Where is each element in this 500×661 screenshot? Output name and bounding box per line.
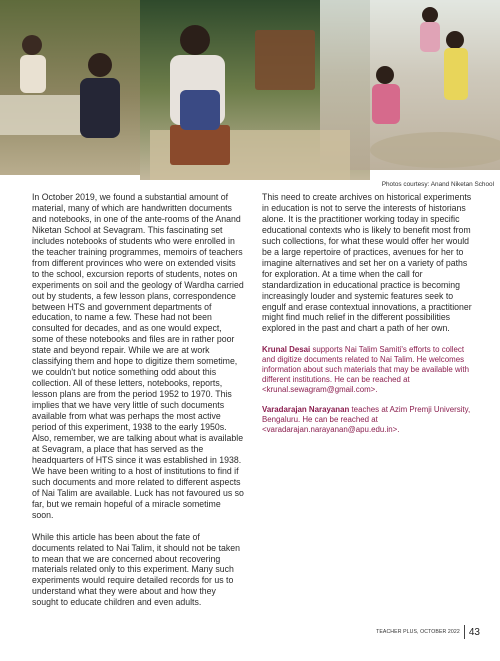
body-paragraph: This need to create archives on historical experiments in education is not to serve the interests of historians alone. It is the practitioner working today in specific educational contexts who is likely to benefit most from such collections, for what these would offer her would be a large repertoire of practices, avenues for her to imagine alternatives and set her on a variety of paths for exploration. At a time when the call for standardization in educational practice is becoming increasingly louder and systemic features seek to engulf and erase contextual innovations, a practitioner might find much relief in the different possibilities explored in the past and chart a path of her own. bbox=[262, 192, 472, 334]
body-paragraph: In October 2019, we found a substantial amount of material, many of which are handwritten documents and notebooks, in one of the ante-rooms of the Anand Niketan School at Sevagram. This fascinating set includes notebooks of students who were enrolled in the teacher training programmes, memoirs of teachers from different provinces who were on extended visits to the school, excursion reports of students, notes on experiments on soil and the geology of Wardha carried out by students, a few lesson plans, correspondence between HTS and government departments of education, to name a few. These had not been consulted for decades, and as one would expect, some of these notebooks and files are in rather poor state and beyond repair. While we are at work classifying them and hope to digitize them sometime, we couldn't but notice something odd about this collection. All of these letters, notebooks, reports, lesson plans are from the period 1952 to 1970. This implies that we have very little of such documents available from what was perhaps the most active period of this experiment, 1938 to the early 1950s. Also, remember, we are talking about what is available at Sevagram, a place that has served as the headquarters of HTS since it was established in 1938. We have been writing to a host of institutions to find if such documents and more related to different aspects of Nai Talim are available. Luck has not favoured us so far, but we remain hopeful of a miracle sometime soon. bbox=[32, 192, 244, 520]
magazine-name: TEACHER PLUS, OCTOBER 2022 bbox=[376, 629, 460, 635]
author-bio bbox=[262, 405, 476, 434]
author-bio bbox=[262, 345, 476, 394]
header-photo bbox=[0, 0, 500, 180]
author-bio-text: teaches at Azim Premji University, Bengaluru. He can be reached at <varadarajan.narayanan@apu.edu.in>. bbox=[262, 405, 471, 434]
page-footer bbox=[376, 625, 480, 639]
left-column bbox=[32, 192, 244, 619]
page-number: 43 bbox=[468, 626, 480, 638]
author-name: Krunal Desai bbox=[262, 345, 311, 355]
children-learning-photo-icon bbox=[0, 0, 500, 180]
right-column bbox=[262, 192, 476, 446]
author-name: Varadarajan Narayanan bbox=[262, 405, 350, 415]
body-paragraph: While this article has been about the fate of documents related to Nai Talim, it should not be taken to mean that we are concerned about recovering materials related only to this experiment. Many such experiments would require detailed records for us to understand what they were about and how they sought to educate children and even adults. bbox=[32, 531, 241, 608]
photo-credit: Photos courtesy: Anand Niketan School bbox=[381, 181, 494, 188]
author-bio-text: supports Nai Talim Samiti's efforts to collect and digitize documents related to Nai Talim. He welcomes information about such materials that may be available with different institutions. He can be reached at <krunal.sewagram@gmail.com>. bbox=[262, 345, 470, 394]
footer-divider bbox=[464, 625, 465, 639]
